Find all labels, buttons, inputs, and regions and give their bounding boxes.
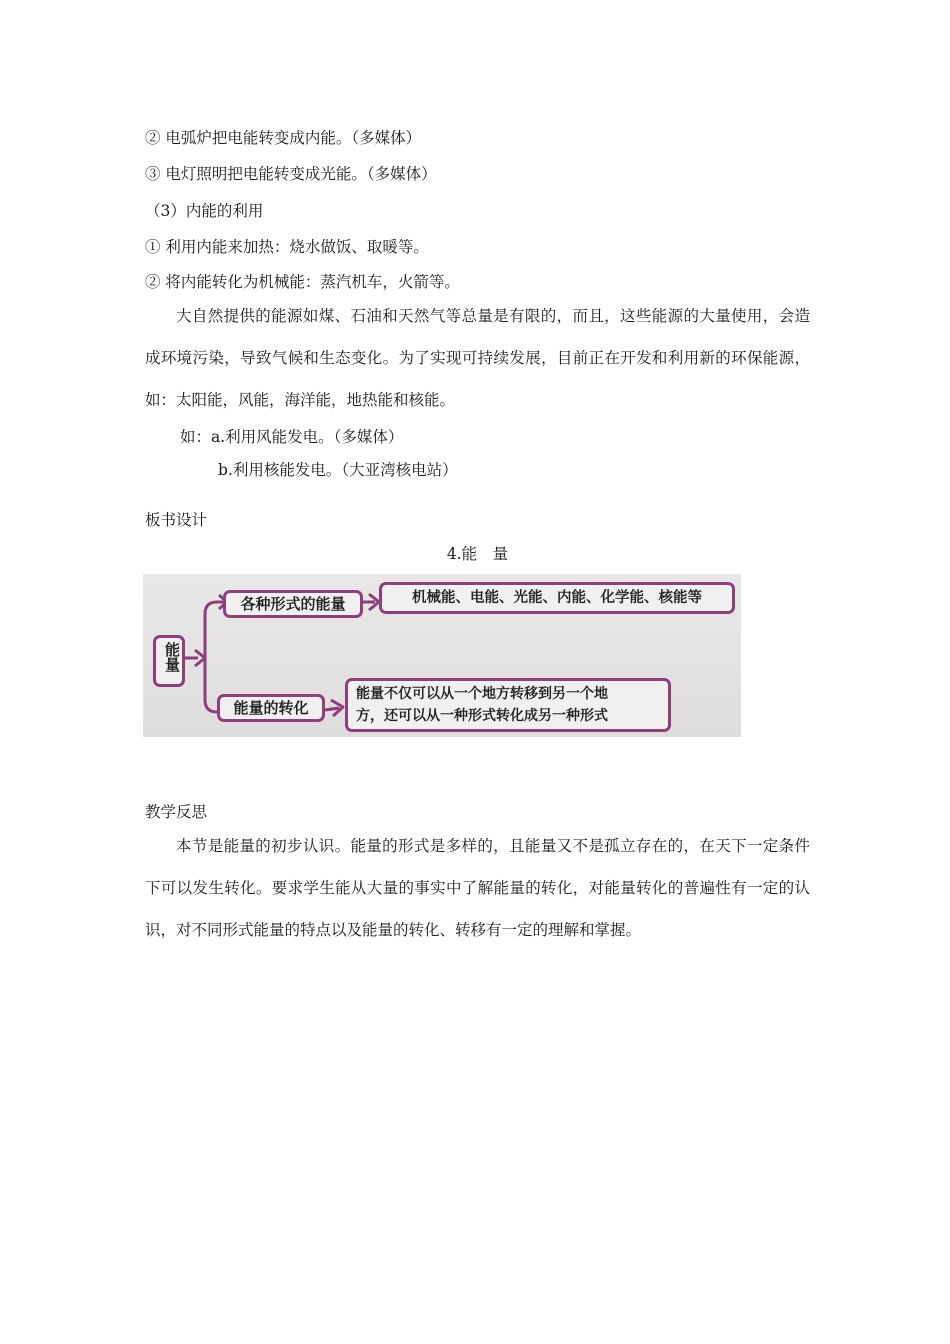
diagram-branch-forms-label: 各种形式的能量 [240, 595, 346, 613]
diagram-branch-conversion [217, 694, 325, 722]
diagram-forms-detail-text: 机械能、电能、光能、内能、化学能、核能等 [412, 590, 702, 606]
diagram-branch-forms [223, 590, 363, 618]
text-line: ② 将内能转化为机械能：蒸汽机车，火箭等。 [145, 273, 460, 291]
board-design-diagram [143, 574, 741, 737]
reflection-heading: 教学反思 [145, 803, 208, 821]
text-line: ③ 电灯照明把电能转变成光能。（多媒体） [145, 165, 437, 183]
paragraph: 大自然提供的能源如煤、石油和天然气等总量是有限的，而且，这些能源的大量使用，会造成环境污染，导致气候和生态变化。为了实现可持续发展，目前正在开发和利用新的环保能源，如：太阳能，风能，海洋能，地热能和核能。 [145, 307, 810, 409]
text-line: ① 利用内能来加热：烧水做饭、取暖等。 [145, 238, 429, 256]
diagram-branch-conversion-label: 能量的转化 [233, 699, 309, 717]
diagram-root-box [153, 635, 185, 687]
diagram-conversion-detail [345, 678, 671, 732]
diagram-forms-detail [379, 582, 735, 614]
board-design-heading: 板书设计 [145, 511, 208, 529]
board-title: 4.能 量 [446, 545, 509, 563]
example-b: b.利用核能发电。（大亚湾核电站） [218, 461, 458, 479]
diagram-conversion-detail-line1: 能量不仅可以从一个地方转移到另一个地 [356, 686, 608, 702]
diagram-conversion-detail-line2: 方，还可以从一种形式转化成另一种形式 [356, 708, 608, 724]
text-line: ② 电弧炉把电能转变成内能。（多媒体） [145, 129, 422, 147]
diagram-root-label: 能量 [163, 642, 181, 672]
section-subheading: （3）内能的利用 [145, 202, 264, 220]
example-a: 如：a.利用风能发电。（多媒体） [180, 428, 404, 446]
paragraph: 本节是能量的初步认识。能量的形式是多样的，且能量又不是孤立存在的，在天下一定条件下可以发生转化。要求学生能从大量的事实中了解能量的转化，对能量转化的普遍性有一定的认识，对不同形式能量的特点以及能量的转化、转移有一定的理解和掌握。 [145, 837, 810, 939]
